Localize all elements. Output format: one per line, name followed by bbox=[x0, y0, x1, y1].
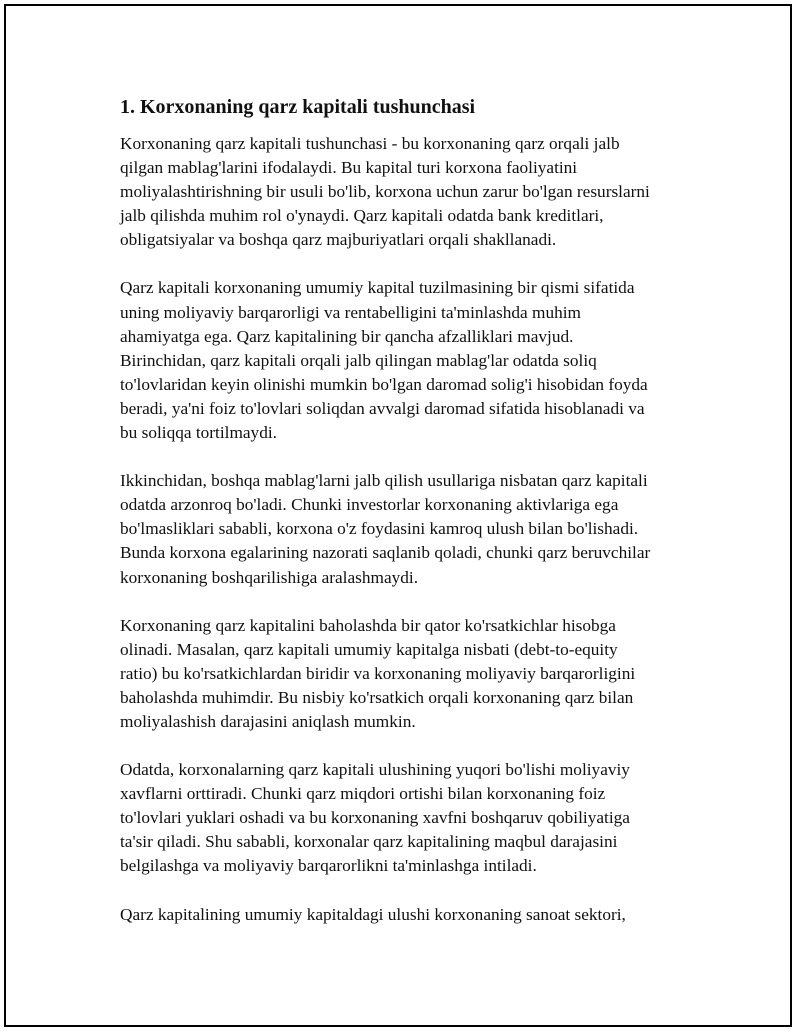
text-line: bu soliqqa tortilmaydi. bbox=[120, 423, 277, 443]
paragraph bbox=[120, 614, 680, 734]
text-line: Odatda, korxonalarning qarz kapitali ulushining yuqori bo'lishi moliyaviy bbox=[120, 760, 630, 780]
text-line: Birinchidan, qarz kapitali orqali jalb qilingan mablag'lar odatda soliq bbox=[120, 350, 597, 370]
text-line: ratio) bu ko'rsatkichlardan biridir va korxonaning moliyaviy barqarorligini bbox=[120, 663, 636, 683]
text-line: to'lovlari yuklari oshadi va bu korxonaning xavfni boshqaruv qobiliyatiga bbox=[120, 808, 630, 828]
text-line: ahamiyatga ega. Qarz kapitalining bir qancha afzalliklari mavjud. bbox=[120, 326, 574, 346]
paragraph bbox=[120, 758, 680, 878]
paragraph bbox=[120, 903, 680, 927]
text-line: to'lovlaridan keyin olinishi mumkin bo'lgan daromad solig'i hisobidan foyda bbox=[120, 374, 648, 394]
text-line: uning moliyaviy barqarorligi va rentabelligini ta'minlashda muhim bbox=[120, 302, 581, 322]
text-line: obligatsiyalar va boshqa qarz majburiyatlari orqali shakllanadi. bbox=[120, 230, 557, 250]
text-line: korxonaning boshqarilishiga aralashmaydi. bbox=[120, 567, 419, 587]
text-line: odatda arzonroq bo'ladi. Chunki investorlar korxonaning aktivlariga ega bbox=[120, 495, 619, 515]
text-line: belgilashga va moliyaviy barqarorlikni ta'minlashga intiladi. bbox=[120, 856, 537, 876]
text-line: moliyalashtirishning bir usuli bo'lib, korxona uchun zarur bo'lgan resurslarni bbox=[120, 182, 650, 202]
paragraph bbox=[120, 276, 680, 445]
document-page bbox=[4, 4, 792, 1027]
text-line: olinadi. Masalan, qarz kapitali umumiy kapitalga nisbati (debt-to-equity bbox=[120, 639, 618, 659]
paragraph bbox=[120, 132, 680, 252]
text-line: Ikkinchidan, boshqa mablag'larni jalb qilish usullariga nisbatan qarz kapitali bbox=[120, 471, 648, 491]
text-line: ta'sir qiladi. Shu sababli, korxonalar qarz kapitalining maqbul darajasini bbox=[120, 832, 618, 852]
paragraph bbox=[120, 469, 680, 589]
text-line: Korxonaning qarz kapitali tushunchasi - bu korxonaning qarz orqali jalb bbox=[120, 134, 620, 153]
text-line: Korxonaning qarz kapitalini baholashda bir qator ko'rsatkichlar hisobga bbox=[120, 615, 616, 635]
text-line: xavflarni orttiradi. Chunki qarz miqdori ortishi bilan korxonaning foiz bbox=[120, 784, 606, 804]
text-line: beradi, ya'ni foiz to'lovlari soliqdan avvalgi daromad sifatida hisoblanadi va bbox=[120, 398, 645, 418]
text-line: moliyalashish darajasini aniqlash mumkin. bbox=[120, 711, 416, 731]
text-line: bo'lmasliklari sababli, korxona o'z foydasini kamroq ulush bilan bo'lishadi. bbox=[120, 519, 639, 539]
text-line: jalb qilishda muhim rol o'ynaydi. Qarz kapitali odatda bank kreditlari, bbox=[120, 206, 604, 226]
text-line: Qarz kapitalining umumiy kapitaldagi ulushi korxonaning sanoat sektori, bbox=[120, 904, 626, 924]
section-title: 1. Korxonaning qarz kapitali tushunchasi bbox=[120, 96, 476, 118]
text-line: Qarz kapitali korxonaning umumiy kapital tuzilmasining bir qismi sifatida bbox=[120, 278, 635, 298]
document-content bbox=[120, 94, 680, 951]
text-line: baholashda muhimdir. Bu nisbiy ko'rsatkich orqali korxonaning qarz bilan bbox=[120, 687, 634, 707]
text-line: qilgan mablag'larini ifodalaydi. Bu kapital turi korxona faoliyatini bbox=[120, 158, 578, 178]
text-line: Bunda korxona egalarining nazorati saqlanib qoladi, chunki qarz beruvchilar bbox=[120, 543, 651, 563]
